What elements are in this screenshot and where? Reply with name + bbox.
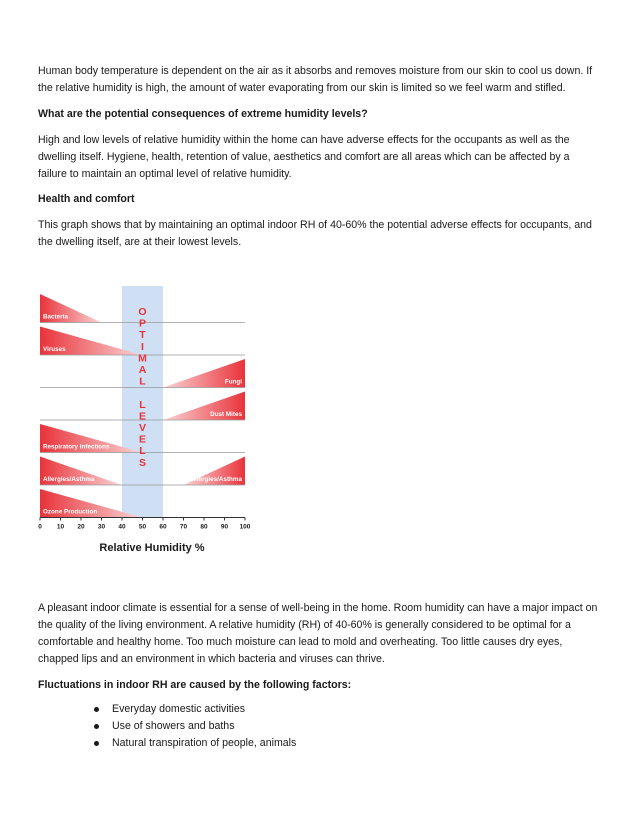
- list-item-text: Everyday domestic activities: [112, 703, 246, 715]
- optimal-letter: A: [138, 364, 147, 376]
- list-item: [94, 735, 296, 752]
- factors-heading: Fluctuations in indoor RH are caused by the following factors:: [38, 679, 352, 691]
- intro-paragraph: Human body temperature is dependent on the air as it absorbs and removes moisture from our skin to cool us down. If the relative humidity is high, the amount of water evaporating from our skin is limited so we feel warm and stifled.: [38, 65, 593, 94]
- x-tick-label: 90: [220, 523, 229, 531]
- consequences-paragraph: High and low levels of relative humidity within the home can have adverse effects for the occupants as well as the dwelling itself. Hygiene, health, retention of value, aesthetics and comfort are all areas which can be affected by a failure to maintain an optimal level of relative humidity.: [38, 134, 570, 180]
- health-heading: Health and comfort: [38, 193, 135, 205]
- optimal-letter: L: [139, 445, 146, 458]
- x-tick-label: 80: [200, 523, 208, 531]
- optimal-letter: E: [138, 410, 147, 423]
- x-tick-label: 70: [179, 523, 188, 531]
- optimal-letter: L: [139, 398, 146, 411]
- x-tick-label: 10: [56, 523, 65, 531]
- effect-label: Allergies/Asthma: [43, 476, 95, 483]
- list-item-text: Natural transpiration of people, animals: [112, 737, 297, 749]
- effect-label: Dust Mites: [210, 411, 242, 418]
- effect-label: Fungi: [224, 378, 242, 386]
- effect-label: Allergies/Asthma: [190, 476, 242, 483]
- x-tick-label: 40: [118, 523, 126, 531]
- effect-label: Bacteria: [43, 313, 68, 321]
- x-tick-label: 30: [97, 523, 106, 531]
- health-paragraph: This graph shows that by maintaining an optimal indoor RH of 40-60% the potential adverse effects for occupants, and the dwelling itself, are at their lowest levels.: [38, 219, 592, 248]
- factors-list: [94, 701, 296, 752]
- optimal-letter: E: [138, 433, 147, 446]
- effect-label: Ozone Production: [43, 508, 98, 516]
- x-tick-label: 20: [77, 523, 85, 531]
- list-item-text: Use of showers and baths: [112, 720, 235, 732]
- x-axis-label: Relative Humidity %: [99, 542, 205, 554]
- climate-paragraph: A pleasant indoor climate is essential for a sense of well-being in the home. Room humidity can have a major impact on the quality of the living environment. A relative humidity (RH) of 40-60% is generally considered to be optimal for a comfortable and healthy home. Too much moisture can lead to mold and overheating. Too little causes dry eyes, chapped lips and an environment in which bacteria and viruses can thrive.: [38, 602, 598, 665]
- optimal-letter: L: [139, 375, 146, 388]
- x-tick-label: 50: [138, 523, 147, 531]
- x-tick-label: 60: [159, 523, 167, 531]
- optimal-letter: I: [141, 340, 144, 353]
- optimal-letter: V: [138, 422, 147, 434]
- list-item: [94, 718, 296, 735]
- effect-label: Respiratory Infections: [43, 443, 110, 451]
- optimal-letter: T: [139, 329, 146, 342]
- bullet-icon: [94, 724, 99, 729]
- optimal-letter: O: [138, 306, 147, 318]
- optimal-letter: P: [138, 317, 147, 330]
- bullet-icon: [94, 707, 99, 712]
- effect-label: Viruses: [43, 346, 66, 353]
- x-tick-label: 100: [239, 523, 251, 531]
- optimal-letter: M: [138, 352, 147, 365]
- optimal-letter: S: [138, 456, 147, 469]
- list-item: [94, 701, 296, 718]
- humidity-chart: [28, 280, 268, 560]
- x-tick-label: 0: [38, 523, 42, 531]
- bullet-icon: [94, 741, 99, 746]
- consequences-heading: What are the potential consequences of extreme humidity levels?: [38, 108, 368, 120]
